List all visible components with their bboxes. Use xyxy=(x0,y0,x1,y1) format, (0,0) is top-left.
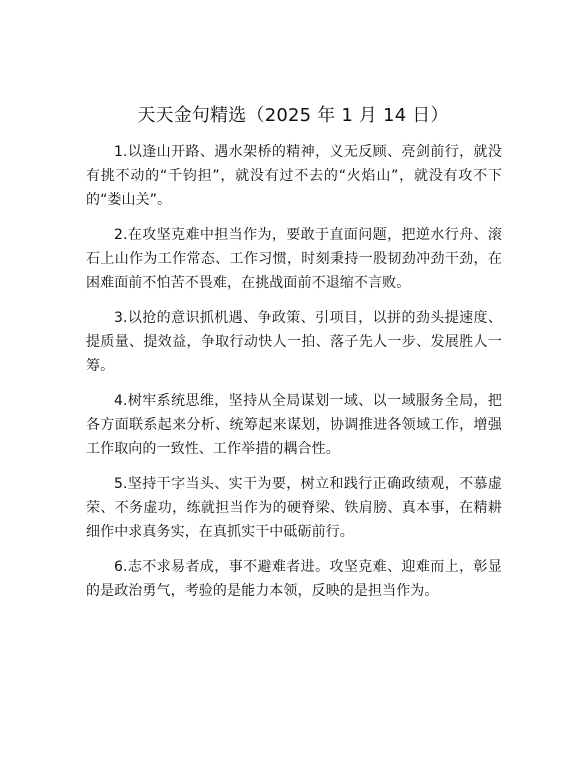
document-title: 天天金句精选（2025 年 1 月 14 日） xyxy=(137,105,449,126)
quote-paragraph-1: 1.以逢山开路、遇水架桥的精神，义无反顾、亮剑前行，就没有挑不动的“千钧担”，就没有过不去的“火焰山”，就没有攻不下的“娄山关”。 xyxy=(86,144,502,208)
quote-paragraph-3: 3.以抢的意识抓机遇、争政策、引项目，以拼的劲头提速度、提质量、提效益，争取行动快人一拍、落子先人一步、发展胜人一筹。 xyxy=(86,310,502,374)
document-body xyxy=(86,140,502,614)
quote-paragraph-2: 2.在攻坚克难中担当作为，要敢于直面问题，把逆水行舟、滚石上山作为工作常态、工作习惯，时刻秉持一股韧劲冲劲干劲，在困难面前不怕苦不畏难，在挑战面前不退缩不言败。 xyxy=(86,227,502,291)
quote-paragraph-6: 6.志不求易者成，事不避难者进。攻坚克难、迎难而上，彰显的是政治勇气，考验的是能力本领，反映的是担当作为。 xyxy=(86,559,502,599)
quote-paragraph-4: 4.树牢系统思维，坚持从全局谋划一域、以一域服务全局，把各方面联系起来分析、统筹起来谋划，协调推进各领域工作，增强工作取向的一致性、工作举措的耦合性。 xyxy=(86,393,502,457)
quote-paragraph-5: 5.坚持干字当头、实干为要，树立和践行正确政绩观，不慕虚荣、不务虚功，练就担当作为的硬脊梁、铁肩膀、真本事，在精耕细作中求真务实，在真抓实干中砥砺前行。 xyxy=(86,476,502,540)
